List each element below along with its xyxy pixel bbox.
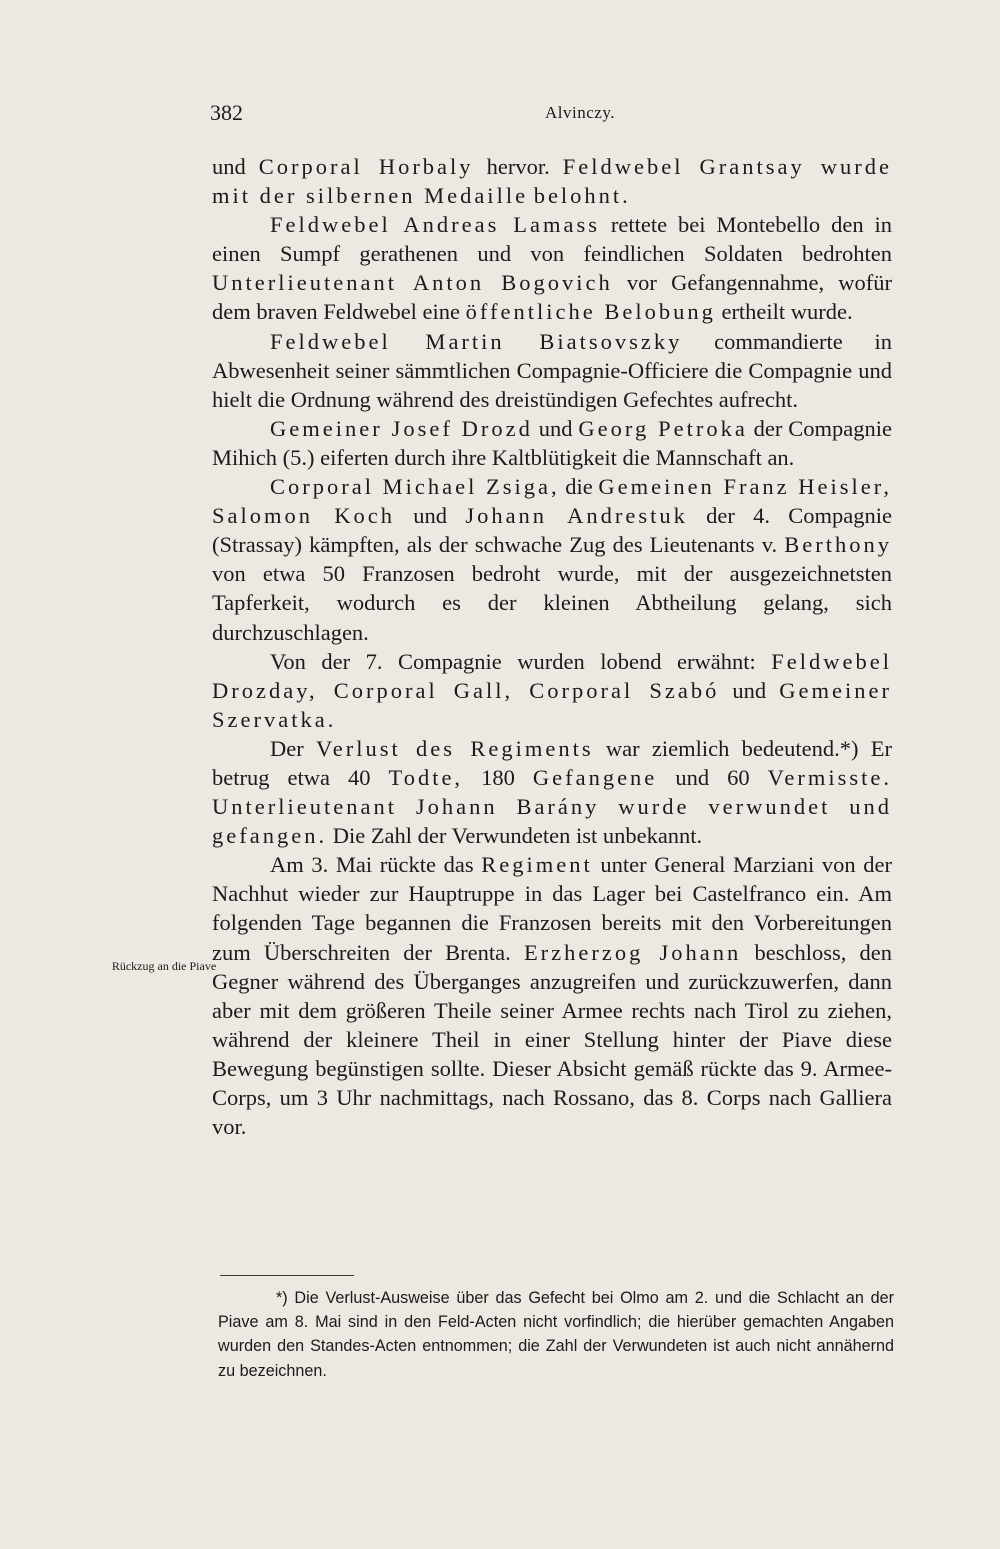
- spaced-text: Gefangene: [532, 764, 658, 790]
- spaced-text: Georg Petroka: [578, 415, 748, 441]
- paragraph: [212, 472, 892, 647]
- spaced-text: Johann Andrestuk: [465, 503, 688, 529]
- text-run: unter General Marziani von der Nachhut wieder zur Hauptruppe in das Lager bei Castelfranco ein. Am folgenden Tage begannen die Franzosen bereits mit den Vorbereitungen zum Überschreiten der Brenta.: [212, 852, 892, 965]
- text-run: 180: [463, 764, 533, 790]
- spaced-text: Regiment: [481, 852, 593, 878]
- text-run: hervor.: [473, 154, 563, 179]
- spaced-text: Feldwebel Grantsay wurde mit der silbernen Medaille: [212, 154, 892, 209]
- paragraph: [212, 850, 892, 1141]
- text-run: und 60: [657, 764, 768, 790]
- spaced-text: Verlust des Regiments: [316, 735, 594, 761]
- text-run: war ziemlich bedeutend.*) Er betrug etwa 40: [212, 735, 893, 790]
- text-run: und: [212, 154, 259, 179]
- marginal-note: Rückzug an die Piave: [111, 959, 217, 973]
- text-run: Am 3. Mai rückte das: [270, 852, 482, 878]
- page-number: 382: [210, 100, 243, 125]
- spaced-text: Erzherzog Johann: [523, 939, 742, 965]
- spaced-text: Feldwebel Andreas Lamass: [270, 212, 601, 238]
- spaced-text: Feldwebel Drozday, Corporal Gall, Corporal Szabó: [212, 648, 892, 703]
- footnote: [218, 1286, 894, 1383]
- spaced-text: Gemeiner Szervatka.: [212, 677, 892, 732]
- spaced-text: Corporal Michael Zsiga,: [270, 474, 560, 500]
- text-run: Von der 7. Compagnie wurden lobend erwähnt:: [270, 648, 772, 674]
- spaced-text: öffentliche Belobung: [465, 299, 716, 325]
- page-header: [210, 100, 890, 130]
- spaced-text: Corporal Horbaly: [258, 154, 474, 179]
- text-run: der Compagnie Mihich (5.) eiferten durch ihre Kaltblütigkeit die Mannschaft an.: [212, 415, 892, 470]
- text-run: rettete bei Montebello den in einen Sumpf gerathenen und von feindlichen Soldaten bedrohten: [212, 212, 892, 267]
- spaced-text: belohnt.: [533, 183, 631, 209]
- paragraph: [212, 210, 892, 326]
- spaced-text: Berthony: [784, 532, 892, 558]
- text-run: und: [719, 677, 780, 703]
- text-run: von etwa 50 Franzosen bedroht wurde, mit der ausgezeichnetsten Tapferkeit, wodurch es der kleinen Abtheilung gelang, sich durchzuschlagen.: [212, 561, 892, 645]
- text-run: und: [532, 415, 579, 441]
- spaced-text: Gemeiner Josef Drozd: [270, 415, 533, 441]
- body-text: [212, 152, 892, 1141]
- paragraph: [212, 327, 892, 414]
- paragraph: [212, 647, 892, 734]
- text-run: beschloss, den Gegner während des Überganges anzugreifen und zurückzuwerfen, dann aber mit dem größeren Theile seiner Armee rechts nach Tirol zu ziehen, während der kleinere Theil in einer Stellung hinter der Piave diese Bewegung begünstigen sollte. Dieser Absicht gemäß rückte das 9. Armee-Corps, um 3 Uhr nachmittags, nach Rossano, das 8. Corps nach Galliera vor.: [212, 939, 892, 1140]
- text-run: und: [395, 503, 466, 529]
- spaced-text: Unterlieutenant Anton Bogovich: [212, 270, 613, 296]
- footnote-divider: [220, 1275, 354, 1276]
- running-head: Alvinczy.: [545, 103, 615, 122]
- spaced-text: Feldwebel Martin Biatsovszky: [270, 328, 683, 354]
- text-run: commandierte in Abwesenheit seiner sämmtlichen Compagnie-Officiere die Compagnie und hielt die Ordnung während des dreistündigen Gefechtes aufrecht.: [212, 328, 892, 412]
- spaced-text: Vermisste. Unterlieutenant Johann Barány wurde verwundet und gefangen.: [212, 764, 892, 849]
- text-run: Der: [270, 735, 317, 761]
- text-run: ertheilt wurde.: [715, 299, 853, 325]
- text-run: der 4. Compagnie (Strassay) kämpften, als der schwache Zug des Lieutenants v.: [212, 503, 892, 558]
- text-run: vor Gefangennahme, wofür dem braven Feldwebel eine: [212, 270, 893, 325]
- paragraph: [212, 414, 892, 472]
- paragraph: [212, 734, 892, 850]
- text-run: die: [559, 474, 599, 500]
- spaced-text: Gemeinen Franz Heisler, Salomon Koch: [212, 474, 892, 529]
- footnote-text: *) Die Verlust-Ausweise über das Gefecht bei Olmo am 2. und die Schlacht an der Piave am 8. Mai sind in den Feld-Acten nicht vorfindlich; die hierüber gemachten Angaben wurden den Standes-Acten entnommen; die Zahl der Verwundeten ist auch nicht annähernd zu bezeichnen.: [218, 1289, 894, 1380]
- text-run: Die Zahl der Verwundeten ist unbekannt.: [327, 823, 703, 849]
- paragraph: [212, 152, 892, 210]
- spaced-text: Todte,: [388, 764, 464, 790]
